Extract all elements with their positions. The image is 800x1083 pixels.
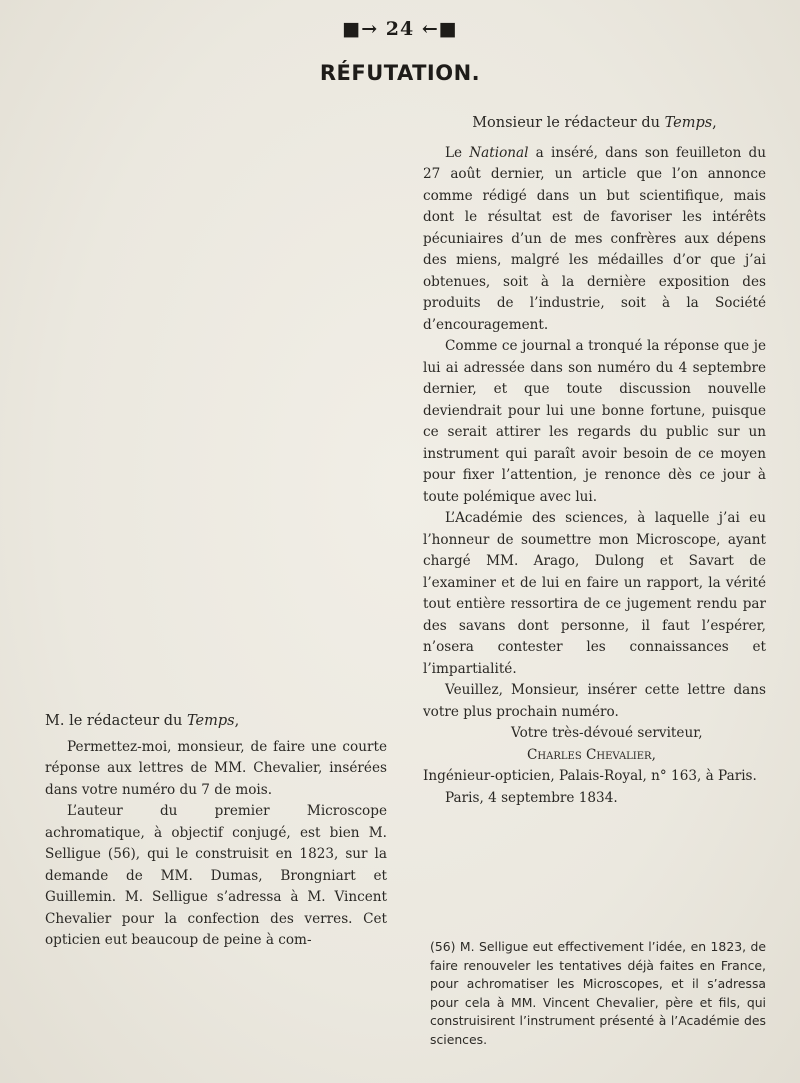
- left-paragraph-2: L’auteur du premier Microscope achromatique, à objectif conjugé, est bien M. Selligue (56), qui le construisit en 1823, sur la demande de MM. Dumas, Brongniart et Guillemin. M. Selligue s’adressa à M. Vincent Chevalier pour la confection des verres. Cet opticien eut beaucoup de peine à com-: [45, 803, 387, 948]
- letter-salutation: [423, 113, 766, 135]
- signature-name: Charles Chevalier,: [527, 746, 656, 763]
- left-paragraph-1: Permettez-moi, monsieur, de faire une courte réponse aux lettres de MM. Chevalier, insérées dans votre numéro du 7 de mois.: [45, 738, 387, 798]
- paragraph-3: L’Académie des sciences, à laquelle j’ai eu l’honneur de soumettre mon Microscope, ayant chargé MM. Arago, Dulong et Savart de l’examiner et de lui en faire un rapport, la vérité tout entière ressortira de ce jugement rendu par des savans dont personne, il faut l’espérer, n’osera contester les connaissances et l’impartialité.: [423, 510, 766, 677]
- left-salutation-text: M. le rédacteur du: [45, 713, 187, 729]
- left-salutation: [45, 711, 387, 733]
- left-ornament: ■→: [342, 18, 379, 40]
- signature-closing: Votre très-dévoué serviteur,: [511, 725, 703, 741]
- p1-prefix: Le: [445, 144, 470, 161]
- salutation-text: Monsieur le rédacteur du: [472, 115, 665, 131]
- right-ornament: ←■: [421, 18, 458, 40]
- left-column: [45, 711, 387, 952]
- journal-name: National: [469, 144, 529, 161]
- signature-date: Paris, 4 septembre 1834.: [445, 789, 618, 806]
- paragraph-2: Comme ce journal a tronqué la réponse que je lui ai adressée dans son numéro du 4 septembre dernier, et que toute discussion nouvelle deviendrait pour lui une bonne fortune, puisque ce serait attirer les regards du public sur un instrument qui paraît avoir besoin de ce moyen pour fixer l’attention, je renonce dès ce jour à toute polémique avec lui.: [423, 338, 766, 505]
- page-number-line: [0, 18, 800, 40]
- signature-address: Ingénieur-opticien, Palais-Royal, n° 163, à Paris.: [423, 768, 757, 784]
- footnote: (56) M. Selligue eut effectivement l’idée, en 1823, de faire renouveler les tentatives déjà faites en France, pour achromatiser les Microscopes, et il s’adressa pour cela à MM. Vincent Chevalier, père et fils, qui construisirent l’instrument présenté à l’Académie des sciences.: [430, 939, 766, 1047]
- newspaper-title: Temps: [664, 115, 713, 131]
- section-heading: RÉFUTATION.: [319, 61, 481, 85]
- paragraph-4: Veuillez, Monsieur, insérer cette lettre dans votre plus prochain numéro.: [423, 682, 766, 720]
- paragraph-1: [423, 143, 766, 337]
- left-salutation-punct: ,: [234, 713, 240, 729]
- p1-text: a inséré, dans son feuilleton du 27 août dernier, un article que l’on annonce comme rédigé dans un but scientifique, mais dont le résultat est de favoriser les intérêts pécuniaires d’un de mes confrères aux dépens des miens, malgré les médailles d’or que j’ai obtenues, soit à la dernière exposition des produits de l’industrie, soit à la Société d’encouragement.: [423, 144, 766, 333]
- left-newspaper-title: Temps: [186, 713, 235, 729]
- right-column: [423, 113, 766, 809]
- salutation-punct: ,: [712, 115, 717, 131]
- page-number: 24: [385, 18, 415, 40]
